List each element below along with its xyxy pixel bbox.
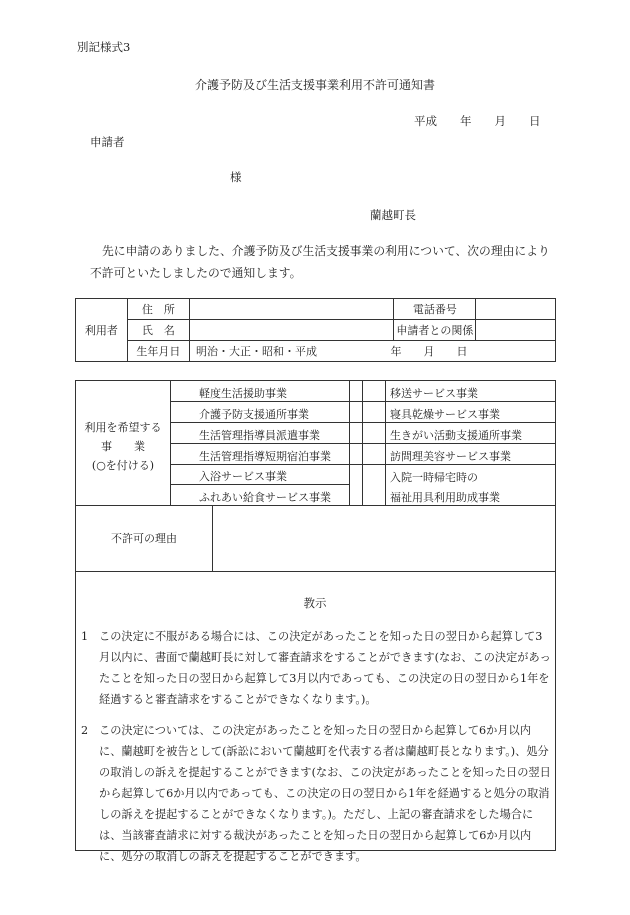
service-right-4[interactable]: 訪問理美容サービス事業 xyxy=(390,450,511,463)
document-title: 介護予防及び生活支援事業利用不許可通知書 xyxy=(194,78,435,92)
notice-heading: 教示 xyxy=(303,596,327,610)
service-right-1[interactable]: 移送サービス事業 xyxy=(390,387,478,400)
dob-value[interactable] xyxy=(190,341,556,362)
services-label-line-1: 利用を希望する xyxy=(84,421,162,434)
service-left-1[interactable]: 軽度生活援助事業 xyxy=(199,387,287,400)
relation-label-text: 申請者との関係 xyxy=(396,324,474,337)
services-label-line-2: 事 業 xyxy=(101,440,145,453)
notice-item-1-number: 1 xyxy=(81,630,89,643)
honorific-sama: 様 xyxy=(230,170,242,184)
name-label: 氏 名 xyxy=(127,320,189,341)
address-value[interactable] xyxy=(190,299,394,320)
notice-item-1-text: この決定に不服がある場合には、この決定があったことを知った日の翌日から起算して3月以内に、書面で蘭越町長に対して審査請求をすることができます(なお、この決定があったことを知った日の翌日から起算して3月以内であっても、この決定の日の翌日から1年を経過すると審査請求をすることができなくなります。)。 xyxy=(99,630,551,706)
service-left-6[interactable]: ふれあい給食サービス事業 xyxy=(199,491,331,504)
service-right-2[interactable]: 寝具乾燥サービス事業 xyxy=(390,408,500,421)
service-right-5-line-2: 福祉用具利用助成事業 xyxy=(390,491,500,504)
form-number: 別記様式3 xyxy=(77,40,131,54)
address-label: 住 所 xyxy=(127,299,189,320)
user-group-label: 利用者 xyxy=(76,299,128,362)
notice-item-1 xyxy=(81,626,556,714)
service-right-3[interactable]: 生きがい活動支援通所事業 xyxy=(390,429,522,442)
notice-item-2-number: 2 xyxy=(81,724,89,737)
service-left-5[interactable]: 入浴サービス事業 xyxy=(199,470,287,483)
relation-value[interactable] xyxy=(476,320,556,341)
service-right-5-line-1: 入院一時帰宅時の xyxy=(390,471,478,484)
service-right-5[interactable] xyxy=(390,468,500,508)
phone-value[interactable] xyxy=(476,299,556,320)
notice-item-2 xyxy=(81,720,556,863)
reason-label: 不許可の理由 xyxy=(111,532,177,545)
relation-label xyxy=(394,320,476,341)
user-info-table xyxy=(75,298,556,362)
notice-item-2-text: この決定については、この決定があったことを知った日の翌日から起算して6か月以内に、蘭越町を被告として(訴訟において蘭越町を代表する者は蘭越町長となります。)、処分の取消しの訴えを提起することができます(なお、この決定があったことを知った日の翌日から起算して6か月以内であっても、この決定の日の翌日から1年を経過すると処分の取消しの訴えを提起することができなくなります。)。ただし、上記の審査請求をした場合には、当該審査請求に対する裁決があったことを知った日の翌日から起算して6か月以内に、処分の取消しの訴えを提起することができます。 xyxy=(99,724,551,863)
reason-value[interactable] xyxy=(214,507,554,569)
era-options: 明治・大正・昭和・平成 xyxy=(196,345,318,358)
applicant-label: 申請者 xyxy=(90,135,125,149)
intro-line-2: 不許可といたしましたので通知します。 xyxy=(90,266,302,280)
service-left-4[interactable]: 生活管理指導短期宿泊事業 xyxy=(199,450,331,463)
dob-label: 生年月日 xyxy=(127,341,189,362)
intro-line-1: 先に申請のありました、介護予防及び生活支援事業の利用について、次の理由により xyxy=(102,244,550,258)
issuer-name: 蘭越町長 xyxy=(370,208,416,222)
dob-ymd: 年 月 日 xyxy=(390,345,468,358)
services-label xyxy=(76,418,170,475)
date-line: 平成 年 月 日 xyxy=(414,114,541,128)
service-left-3[interactable]: 生活管理指導員派遣事業 xyxy=(199,429,320,442)
service-left-2[interactable]: 介護予防支援通所事業 xyxy=(199,408,309,421)
phone-label: 電話番号 xyxy=(394,299,476,320)
services-label-line-3: (○を付ける) xyxy=(91,459,155,472)
name-value[interactable] xyxy=(190,320,394,341)
